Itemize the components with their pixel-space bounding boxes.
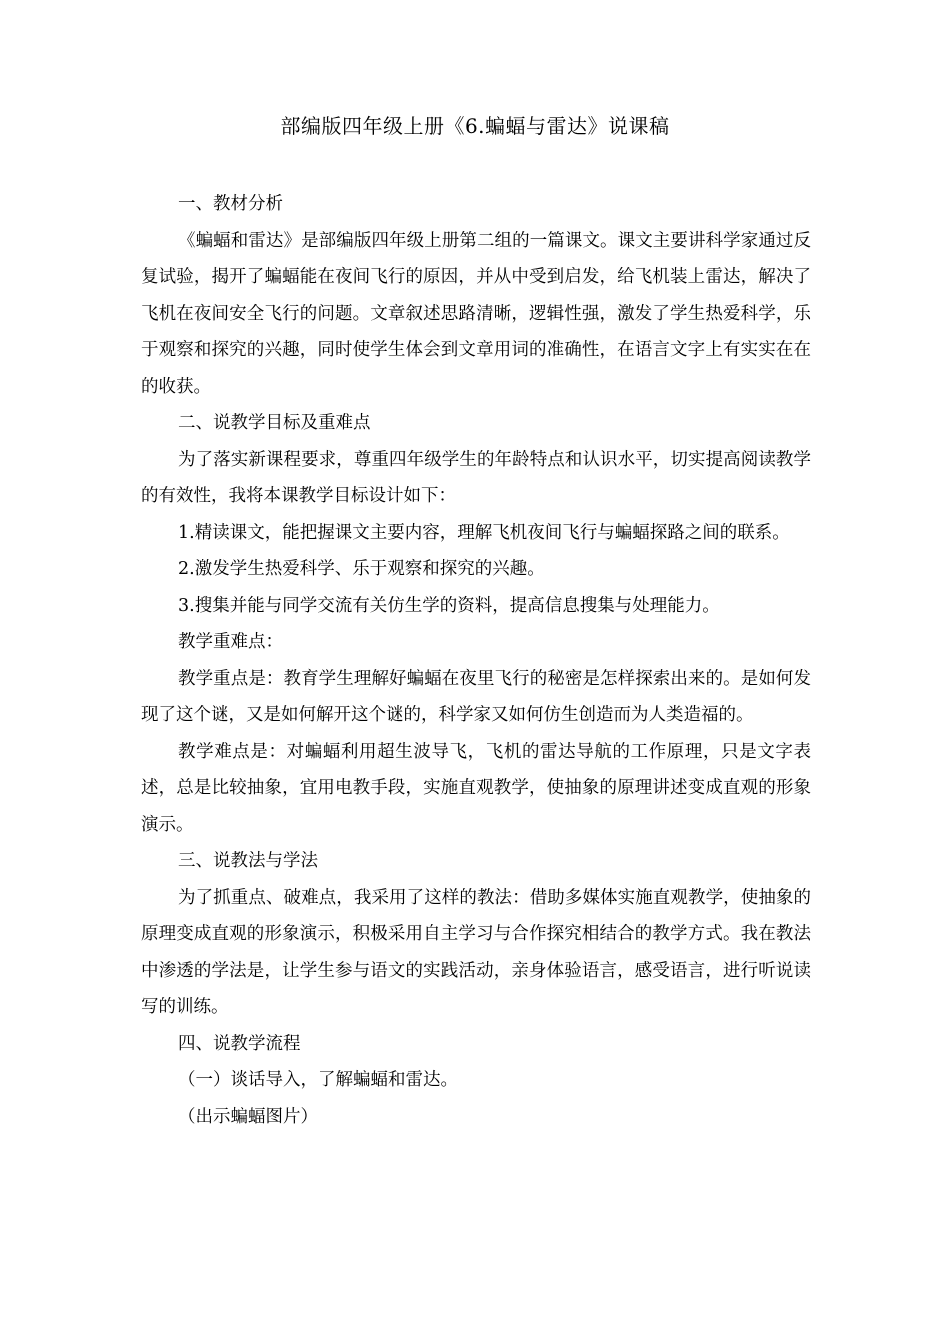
paragraph-material-analysis: 《蝙蝠和雷达》是部编版四年级上册第二组的一篇课文。课文主要讲科学家通过反复试验，揭开了蝙蝠能在夜间飞行的原因，并从中受到启发，给飞机装上雷达，解决了飞机在夜间安全飞行的问题。文章叙述思路清晰，逻辑性强，激发了学生热爱科学，乐于观察和探究的兴趣，同时使学生体会到文章用词的准确性，在语言文字上有实实在在的收获。	[141, 230, 811, 397]
document-title: 部编版四年级上册《6.蝙蝠与雷达》说课稿	[280, 114, 670, 138]
goal-number: 2.	[178, 559, 195, 579]
section-heading-1: 一、教材分析	[178, 194, 283, 214]
keypoints-label: 教学重难点：	[178, 632, 283, 652]
goal-text: 精读课文，能把握课文主要内容，理解飞机夜间飞行与蝙蝠探路之间的联系。	[194, 522, 790, 543]
section-heading-2: 二、说教学目标及重难点	[178, 413, 371, 433]
paragraph-keypoint: 教学重点是：教育学生理解好蝙蝠在夜里飞行的秘密是怎样探索出来的。是如何发现了这个谜，又是如何解开这个谜的，科学家又如何仿生创造而为人类造福的。	[141, 668, 811, 725]
goal-item-3	[141, 588, 811, 625]
step-1-note: （出示蝙蝠图片）	[178, 1106, 318, 1127]
paragraph-difficulty: 教学难点是：对蝙蝠利用超生波导飞，飞机的雷达导航的工作原理，只是文字表述，总是比较抽象，宜用电教手段，实施直观教学，使抽象的原理讲述变成直观的形象演示。	[141, 741, 811, 835]
goal-number: 1.	[178, 522, 195, 543]
goal-number: 3.	[178, 595, 195, 616]
paragraph-goals-intro: 为了落实新课程要求，尊重四年级学生的年龄特点和认识水平，切实提高阅读教学的有效性，我将本课教学目标设计如下：	[141, 449, 811, 506]
goal-item-2	[141, 551, 811, 588]
goal-item-1	[141, 515, 811, 552]
step-1: （一）谈话导入，了解蝙蝠和雷达。	[178, 1070, 458, 1090]
goal-text: 搜集并能与同学交流有关仿生学的资料，提高信息搜集与处理能力。	[194, 595, 720, 616]
goal-text: 激发学生热爱科学、乐于观察和探究的兴趣。	[194, 559, 545, 579]
paragraph-methods: 为了抓重点、破难点，我采用了这样的教法：借助多媒体实施直观教学，使抽象的原理变成直观的形象演示，积极采用自主学习与合作探究相结合的教学方式。我在教法中渗透的学法是，让学生参与语文的实践活动，亲身体验语言，感受语言，进行听说读写的训练。	[141, 887, 811, 1017]
section-heading-4: 四、说教学流程	[178, 1033, 301, 1054]
section-heading-3: 三、说教法与学法	[178, 851, 318, 871]
document-body	[141, 186, 811, 1135]
